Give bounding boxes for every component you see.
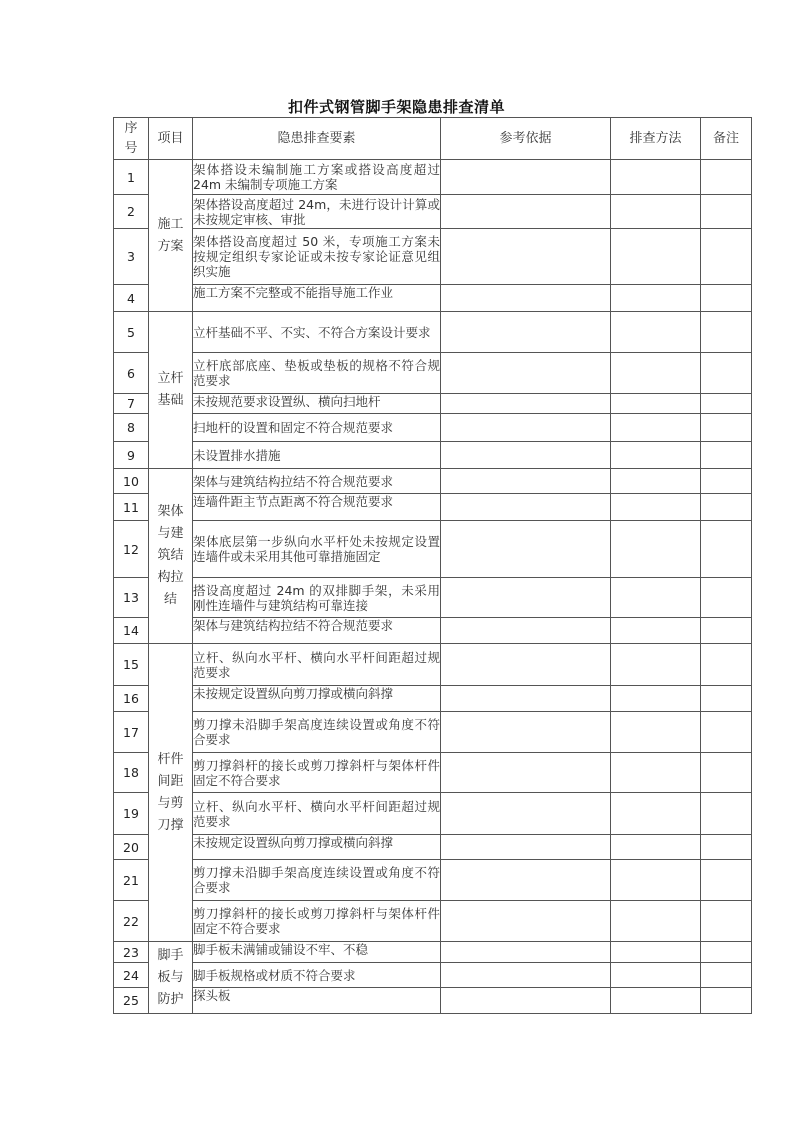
basis-cell[interactable] (441, 494, 611, 521)
row-number: 16 (114, 686, 149, 712)
table-row (114, 160, 752, 195)
basis-cell[interactable] (441, 686, 611, 712)
category-label: 架体与建筑结构拉结 (157, 504, 184, 607)
row-number: 1 (114, 160, 149, 195)
basis-cell[interactable] (441, 312, 611, 353)
basis-cell[interactable] (441, 793, 611, 835)
hazard-description: 架体搭设未编制施工方案或搭设高度超过 24m 未编制专项施工方案 (193, 160, 441, 195)
table-row (114, 942, 752, 963)
row-number: 20 (114, 835, 149, 860)
row-number: 5 (114, 312, 149, 353)
method-cell[interactable] (611, 353, 701, 394)
row-number: 23 (114, 942, 149, 963)
table-row (114, 618, 752, 644)
hazard-description: 扫地杆的设置和固定不符合规范要求 (193, 414, 441, 442)
hazard-description: 架体底层第一步纵向水平杆处未按规定设置连墙件或未采用其他可靠措施固定 (193, 521, 441, 578)
remark-cell[interactable] (701, 521, 752, 578)
table-row (114, 753, 752, 793)
row-number: 14 (114, 618, 149, 644)
hazard-description: 立杆、纵向水平杆、横向水平杆间距超过规范要求 (193, 644, 441, 686)
method-cell[interactable] (611, 285, 701, 312)
table-row (114, 644, 752, 686)
hazard-description: 连墙件距主节点距离不符合规范要求 (193, 494, 441, 521)
header-seq: 序号 (114, 118, 149, 160)
basis-cell[interactable] (441, 414, 611, 442)
row-number: 25 (114, 988, 149, 1014)
method-cell[interactable] (611, 618, 701, 644)
hazard-description: 剪刀撑未沿脚手架高度连续设置或角度不符合要求 (193, 712, 441, 753)
method-cell[interactable] (611, 712, 701, 753)
basis-cell[interactable] (441, 353, 611, 394)
hazard-description: 探头板 (193, 988, 441, 1014)
category-cell (149, 942, 193, 1014)
row-number: 3 (114, 229, 149, 285)
hazard-description: 架体搭设高度超过 24m，未进行设计计算或未按规定审核、审批 (193, 196, 440, 227)
table-row (114, 494, 752, 521)
row-number: 9 (114, 442, 149, 469)
category-cell (149, 644, 193, 942)
method-cell[interactable] (611, 901, 701, 942)
category-label: 杆件间距与剪刀撑 (157, 751, 184, 833)
header-hazard: 隐患排查要素 (193, 118, 441, 160)
table-row (114, 353, 752, 394)
row-number: 18 (114, 753, 149, 793)
table-row (114, 394, 752, 414)
hazard-description: 脚手板未满铺或铺设不牢、不稳 (193, 942, 441, 963)
table-row (114, 195, 752, 229)
hazard-description: 施工方案不完整或不能指导施工作业 (193, 285, 441, 312)
method-cell[interactable] (611, 494, 701, 521)
remark-cell[interactable] (701, 835, 752, 860)
table-row (114, 901, 752, 942)
table-row (114, 963, 752, 988)
remark-cell[interactable] (701, 442, 752, 469)
hazard-description: 未按规定设置纵向剪刀撑或横向斜撑 (193, 835, 441, 860)
hazard-description: 立杆底部底座、垫板或垫板的规格不符合规范要求 (193, 353, 441, 394)
table-row (114, 442, 752, 469)
category-cell (149, 469, 193, 644)
method-cell[interactable] (611, 686, 701, 712)
remark-cell[interactable] (701, 229, 752, 285)
hazard-description: 搭设高度超过 24m 的双排脚手架，未采用刚性连墙件与建筑结构可靠连接 (193, 578, 441, 618)
basis-cell[interactable] (441, 988, 611, 1014)
category-label: 脚手板与防护 (157, 947, 184, 1007)
hazard-description: 架体与建筑结构拉结不符合规范要求 (193, 469, 441, 494)
remark-cell[interactable] (701, 414, 752, 442)
row-number: 6 (114, 353, 149, 394)
method-cell[interactable] (611, 312, 701, 353)
hazard-description: 未设置排水措施 (193, 442, 441, 469)
row-number: 2 (114, 195, 149, 229)
method-cell[interactable] (611, 578, 701, 618)
remark-cell[interactable] (701, 195, 752, 229)
method-cell[interactable] (611, 160, 701, 195)
row-number: 10 (114, 469, 149, 494)
row-number: 24 (114, 963, 149, 988)
category-cell (149, 160, 193, 312)
table-row (114, 686, 752, 712)
header-remark: 备注 (701, 118, 752, 160)
hazard-description: 剪刀撑未沿脚手架高度连续设置或角度不符合要求 (193, 860, 441, 901)
hazard-checklist-table (113, 117, 752, 1014)
method-cell[interactable] (611, 963, 701, 988)
header-item: 项目 (149, 118, 193, 160)
remark-cell[interactable] (701, 793, 752, 835)
remark-cell[interactable] (701, 644, 752, 686)
method-cell[interactable] (611, 793, 701, 835)
method-cell[interactable] (611, 988, 701, 1014)
basis-cell[interactable] (441, 285, 611, 312)
remark-cell[interactable] (701, 285, 752, 312)
basis-cell[interactable] (441, 469, 611, 494)
table-row (114, 312, 752, 353)
basis-cell[interactable] (441, 835, 611, 860)
basis-cell[interactable] (441, 963, 611, 988)
remark-cell[interactable] (701, 988, 752, 1014)
row-number: 4 (114, 285, 149, 312)
row-number: 12 (114, 521, 149, 578)
basis-cell[interactable] (441, 160, 611, 195)
remark-cell[interactable] (701, 901, 752, 942)
table-row (114, 793, 752, 835)
basis-cell[interactable] (441, 753, 611, 793)
method-cell[interactable] (611, 195, 701, 229)
row-number: 22 (114, 901, 149, 942)
method-cell[interactable] (611, 229, 701, 285)
remark-cell[interactable] (701, 394, 752, 414)
remark-cell[interactable] (701, 312, 752, 353)
remark-cell[interactable] (701, 753, 752, 793)
remark-cell[interactable] (701, 686, 752, 712)
basis-cell[interactable] (441, 229, 611, 285)
row-number: 19 (114, 793, 149, 835)
hazard-description: 剪刀撑斜杆的接长或剪刀撑斜杆与架体杆件固定不符合要求 (193, 901, 441, 942)
method-cell[interactable] (611, 394, 701, 414)
hazard-description: 脚手板规格或材质不符合要求 (193, 963, 441, 988)
hazard-description: 架体与建筑结构拉结不符合规范要求 (193, 618, 441, 644)
header-basis: 参考依据 (441, 118, 611, 160)
remark-cell[interactable] (701, 618, 752, 644)
basis-cell[interactable] (441, 860, 611, 901)
row-number: 8 (114, 414, 149, 442)
table-row (114, 578, 752, 618)
row-number: 7 (114, 394, 149, 414)
table-row (114, 860, 752, 901)
table-row (114, 414, 752, 442)
remark-cell[interactable] (701, 160, 752, 195)
basis-cell[interactable] (441, 712, 611, 753)
category-label: 施工方案 (157, 216, 184, 254)
hazard-description: 未按规定设置纵向剪刀撑或横向斜撑 (193, 686, 441, 712)
method-cell[interactable] (611, 860, 701, 901)
remark-cell[interactable] (701, 469, 752, 494)
table-row (114, 712, 752, 753)
method-cell[interactable] (611, 835, 701, 860)
table-row (114, 285, 752, 312)
method-cell[interactable] (611, 469, 701, 494)
basis-cell[interactable] (441, 442, 611, 469)
remark-cell[interactable] (701, 578, 752, 618)
method-cell[interactable] (611, 942, 701, 963)
remark-cell[interactable] (701, 353, 752, 394)
header-row (114, 118, 752, 160)
row-number: 17 (114, 712, 149, 753)
row-number: 15 (114, 644, 149, 686)
hazard-description: 剪刀撑斜杆的接长或剪刀撑斜杆与架体杆件固定不符合要求 (193, 753, 441, 793)
remark-cell[interactable] (701, 494, 752, 521)
method-cell[interactable] (611, 644, 701, 686)
table-row (114, 229, 752, 285)
table-row (114, 835, 752, 860)
basis-cell[interactable] (441, 521, 611, 578)
basis-cell[interactable] (441, 618, 611, 644)
remark-cell[interactable] (701, 860, 752, 901)
remark-cell[interactable] (701, 963, 752, 988)
method-cell[interactable] (611, 521, 701, 578)
remark-cell[interactable] (701, 712, 752, 753)
header-method: 排查方法 (611, 118, 701, 160)
basis-cell[interactable] (441, 394, 611, 414)
method-cell[interactable] (611, 414, 701, 442)
hazard-description: 未按规范要求设置纵、横向扫地杆 (193, 394, 441, 414)
table-row (114, 469, 752, 494)
basis-cell[interactable] (441, 644, 611, 686)
basis-cell[interactable] (441, 578, 611, 618)
basis-cell[interactable] (441, 942, 611, 963)
category-label: 立杆基础 (157, 371, 184, 408)
category-cell (149, 312, 193, 469)
method-cell[interactable] (611, 753, 701, 793)
hazard-description: 立杆基础不平、不实、不符合方案设计要求 (193, 312, 441, 353)
hazard-description: 立杆、纵向水平杆、横向水平杆间距超过规范要求 (193, 793, 441, 835)
table-row (114, 988, 752, 1014)
table-row (114, 521, 752, 578)
row-number: 11 (114, 494, 149, 521)
remark-cell[interactable] (701, 942, 752, 963)
basis-cell[interactable] (441, 901, 611, 942)
basis-cell[interactable] (441, 195, 611, 229)
row-number: 13 (114, 578, 149, 618)
method-cell[interactable] (611, 442, 701, 469)
row-number: 21 (114, 860, 149, 901)
document-title: 扣件式钢管脚手架隐患排查清单 (287, 98, 505, 116)
hazard-description: 架体搭设高度超过 50 米，专项施工方案未按规定组织专家论证或未按专家论证意见组织实施 (193, 229, 441, 285)
